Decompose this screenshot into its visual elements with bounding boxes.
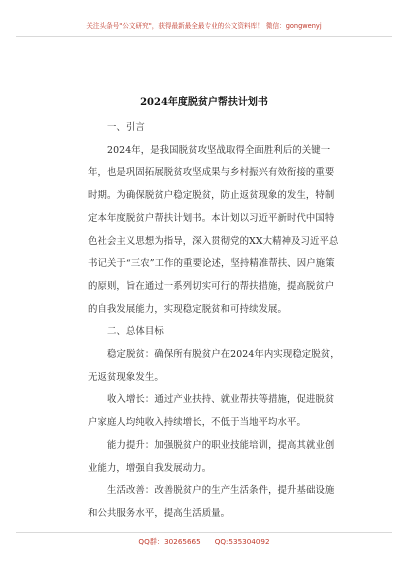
footer-divider (16, 532, 392, 533)
section-heading-intro: 一、引言 (107, 122, 145, 133)
intro-paragraph: 2024年，是我国脱贫攻坚战取得全面胜利后的关键一年，也是巩固拓展脱贫攻坚成果与乡村振兴有效衔接的重要时期。为确保脱贫户稳定脱贫，防止返贫现象的发生，特制定本年度脱贫户帮扶计划书。本计划以习近平新时代中国特色社会主义思想为指导，深入贯彻党的XX大精神及习近平总书记关于“三农”工作的重要论述，坚持精准帮扶、因户施策的原则，旨在通过一系列切实可行的帮扶措施，提高脱贫户的自我发展能力，实现稳定脱贫和可持续发展。 (88, 144, 339, 315)
footer-qq-group: QQ群：30265665 (138, 537, 201, 546)
document-title: 2024年度脱贫户帮扶计划书 (140, 97, 268, 108)
goal-item-ability: 能力提升：加强脱贫户的职业技能培训，提高其就业创业能力，增强自我发展动力。 (88, 439, 335, 474)
footer-qq-number: QQ:535304092 (214, 537, 270, 546)
goal-item-living: 生活改善：改善脱贫户的生产生活条件，提升基础设施和公共服务水平，提高生活质量。 (88, 485, 335, 519)
goal-item-income: 收入增长：通过产业扶持、就业帮扶等措施，促进脱贫户家庭人均纯收入持续增长，不低于当地平均水平。 (88, 394, 335, 429)
header-divider (16, 36, 392, 37)
section-heading-goals: 二、总体目标 (107, 326, 164, 338)
footer-contact (0, 537, 408, 547)
header-promo-note: 关注头条号"公文研究"，获得最新最全最专业的公文资料库！ 微信：gongwenyj (86, 22, 322, 30)
goal-item-stable: 稳定脱贫：确保所有脱贫户在2024年内实现稳定脱贫，无返贫现象发生。 (88, 349, 340, 383)
document-body (88, 117, 342, 526)
